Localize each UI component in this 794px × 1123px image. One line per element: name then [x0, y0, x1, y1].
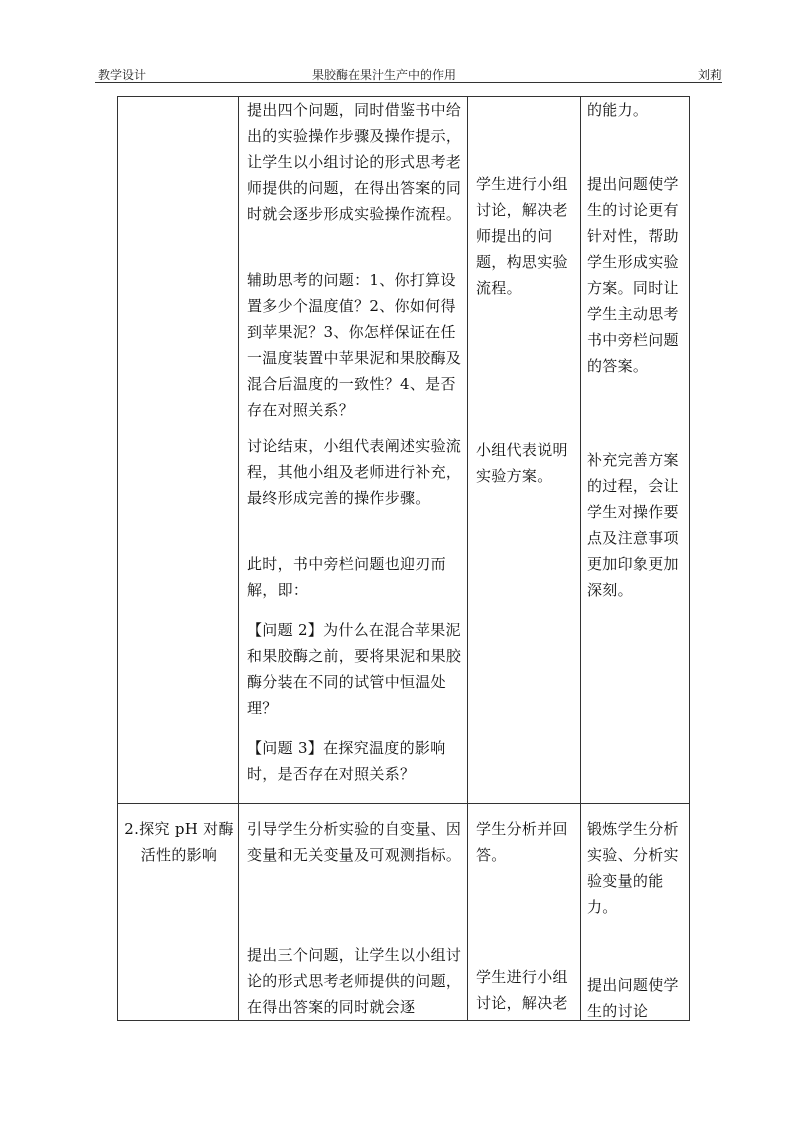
student-presentation-text: 小组代表说明实验方案。	[476, 441, 568, 485]
teacher-activity-text: 提出四个问题，同时借鉴书中给出的实验操作步骤及操作提示，让学生以小组讨论的形式思考老师提供的问题，在得出答案的同时就会逐步形成实验操作流程。	[247, 101, 462, 223]
table-row	[118, 97, 690, 804]
guiding-questions-text: 辅助思考的问题：1、你打算设置多少个温度值？2、你如何得到苹果泥？3、你怎样保证在任一温度装置中苹果泥和果胶酶及混合后温度的一致性？4、是否存在对照关系？	[247, 271, 462, 419]
student-activity-text: 学生进行小组讨论，解决老	[476, 968, 568, 1012]
teacher-activity-cell	[239, 804, 468, 1021]
header-left-label: 教学设计	[98, 68, 147, 82]
page-header	[95, 64, 722, 83]
student-activity-cell	[468, 804, 581, 1021]
student-activity-text: 学生分析并回答。	[476, 820, 568, 864]
sidebar-answer-intro-text: 此时，书中旁栏问题也迎刃而解，即：	[247, 555, 446, 599]
design-intent-refine-text: 补充完善方案的过程，会让学生对操作要点及注意事项更加印象更加深刻。	[587, 451, 679, 599]
stage-cell	[118, 804, 239, 1021]
lesson-plan-table	[117, 96, 690, 1021]
teacher-activity-text: 引导学生分析实验的自变量、因变量和无关变量及可观测指标。	[247, 820, 462, 864]
header-author: 刘莉	[697, 68, 722, 82]
header-document-title: 果胶酶在果汁生产中的作用	[312, 68, 457, 82]
question-2-text: 【问题 2】为什么在混合苹果泥和果胶酶之前，要将果泥和果胶酶分装在不同的试管中恒温处理？	[247, 621, 462, 717]
student-activity-text: 学生进行小组讨论，解决老师提出的问题，构思实验流程。	[476, 175, 568, 297]
design-intent-cell	[581, 804, 690, 1021]
teacher-activity-cell	[239, 97, 468, 804]
table-row	[118, 804, 690, 1021]
design-intent-text: 提出问题使学生的讨论	[587, 976, 679, 1020]
discussion-summary-text: 讨论结束，小组代表阐述实验流程，其他小组及老师进行补充，最终形成完善的操作步骤。	[247, 437, 462, 507]
design-intent-cell	[581, 97, 690, 804]
design-intent-text: 锻炼学生分析实验、分析实验变量的能力。	[587, 820, 679, 916]
stage-cell	[118, 97, 239, 804]
stage-title-ph: 2.探究 pH 对酶活性的影响	[124, 820, 234, 864]
student-activity-cell	[468, 97, 581, 804]
teacher-activity-text: 提出三个问题，让学生以小组讨论的形式思考老师提供的问题，在得出答案的同时就会逐	[247, 946, 462, 1016]
design-intent-text: 提出问题使学生的讨论更有针对性，帮助学生形成实验方案。同时让学生主动思考书中旁栏问题的答案。	[587, 175, 679, 375]
design-intent-continued-text: 的能力。	[587, 101, 649, 119]
question-3-text: 【问题 3】在探究温度的影响时，是否存在对照关系？	[247, 739, 446, 783]
